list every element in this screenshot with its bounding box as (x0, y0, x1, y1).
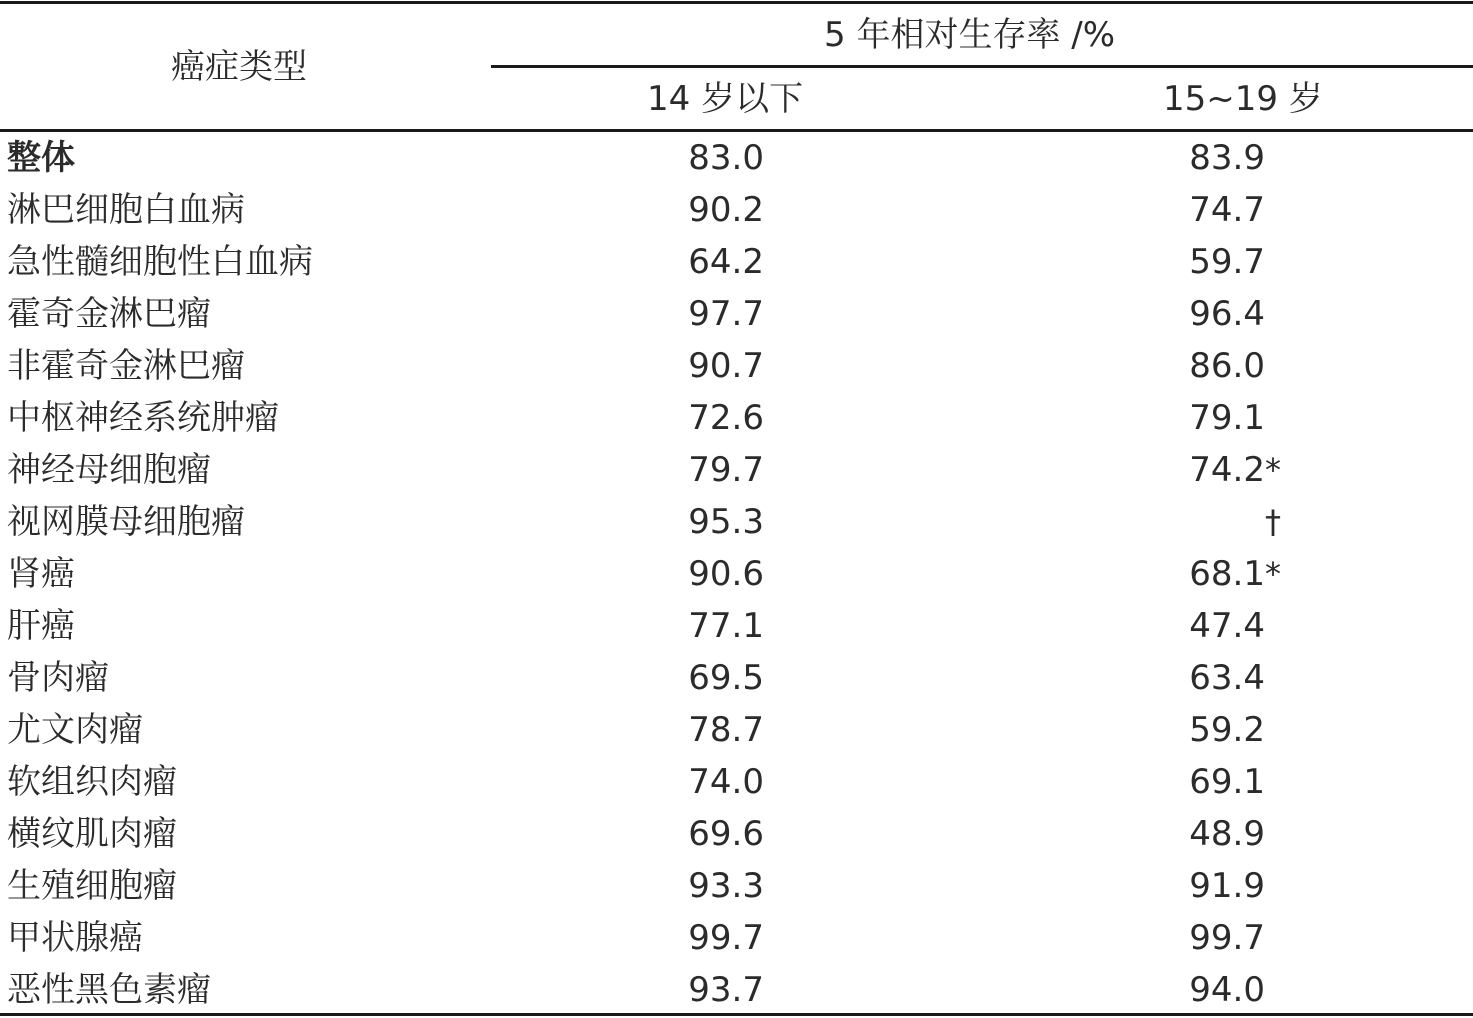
table-row (0, 184, 1473, 236)
age-15-19-value: 63.4 (1189, 658, 1265, 698)
under-14-value: 83.0 (688, 138, 764, 178)
table-row (0, 808, 1473, 860)
table-row (0, 548, 1473, 600)
cancer-type-cell: 横纹肌肉瘤 (7, 814, 177, 854)
cancer-type-cell: 霍奇金淋巴瘤 (7, 294, 211, 334)
under-14-value: 64.2 (688, 242, 764, 282)
under-14-value: 78.7 (688, 710, 764, 750)
table-bottom-rule (0, 1013, 1473, 1016)
table-row (0, 288, 1473, 340)
table-row (0, 600, 1473, 652)
under-14-value: 90.6 (688, 554, 764, 594)
footnote-mark: * (1265, 555, 1281, 593)
header-group-rule (491, 65, 1473, 68)
under-14-value: 72.6 (688, 398, 764, 438)
under-14-value: 95.3 (688, 502, 764, 542)
under-14-value: 77.1 (688, 606, 764, 646)
age-15-19-value: 96.4 (1189, 294, 1265, 334)
cancer-type-cell: 甲状腺癌 (7, 918, 143, 958)
under-14-value: 99.7 (688, 918, 764, 958)
age-15-19-value: 59.2 (1189, 710, 1265, 750)
under-14-value: 90.7 (688, 346, 764, 386)
age-15-19-value: 99.7 (1189, 918, 1265, 958)
table-row (0, 860, 1473, 912)
table-row (0, 912, 1473, 964)
table-row (0, 236, 1473, 288)
under-14-value: 79.7 (688, 450, 764, 490)
cancer-type-cell: 中枢神经系统肿瘤 (7, 398, 279, 438)
age-15-19-value: 94.0 (1189, 970, 1265, 1010)
under-14-value: 69.6 (688, 814, 764, 854)
under-14-value: 97.7 (688, 294, 764, 334)
age-15-19-value: 74.7 (1189, 190, 1265, 230)
table-row (0, 392, 1473, 444)
header-cancer-type: 癌症类型 (171, 47, 307, 87)
table-row (0, 652, 1473, 704)
age-15-19-value: 59.7 (1189, 242, 1265, 282)
under-14-value: 93.3 (688, 866, 764, 906)
cancer-type-cell: 神经母细胞瘤 (7, 450, 211, 490)
header-under-14: 14 岁以下 (647, 79, 804, 119)
footnote-mark: * (1265, 451, 1281, 489)
age-15-19-value: 91.9 (1189, 866, 1265, 906)
table-top-rule (0, 1, 1473, 4)
table-row (0, 444, 1473, 496)
table-row (0, 756, 1473, 808)
age-15-19-value: 83.9 (1189, 138, 1265, 178)
table-row (0, 704, 1473, 756)
under-14-value: 69.5 (688, 658, 764, 698)
cancer-type-cell: 软组织肉瘤 (7, 762, 177, 802)
cancer-type-cell: 生殖细胞瘤 (7, 866, 177, 906)
under-14-value: 90.2 (688, 190, 764, 230)
cancer-type-cell: 非霍奇金淋巴瘤 (7, 346, 245, 386)
age-15-19-value: 69.1 (1189, 762, 1265, 802)
cancer-type-cell: 肾癌 (7, 554, 75, 594)
age-15-19-value: 86.0 (1189, 346, 1265, 386)
under-14-value: 93.7 (688, 970, 764, 1010)
cancer-type-cell: 视网膜母细胞瘤 (7, 502, 245, 542)
table-row (0, 964, 1473, 1016)
age-15-19-value: 79.1 (1189, 398, 1265, 438)
cancer-type-cell: 骨肉瘤 (7, 658, 109, 698)
table-row (0, 340, 1473, 392)
cancer-type-cell: 急性髓细胞性白血病 (7, 242, 313, 282)
table-row (0, 132, 1473, 184)
age-15-19-value: 48.9 (1189, 814, 1265, 854)
cancer-type-cell: 尤文肉瘤 (7, 710, 143, 750)
age-15-19-value: 47.4 (1189, 606, 1265, 646)
under-14-value: 74.0 (688, 762, 764, 802)
cancer-type-cell: 肝癌 (7, 606, 75, 646)
cancer-type-cell: 淋巴细胞白血病 (7, 190, 245, 230)
table-row (0, 496, 1473, 548)
cancer-type-cell: 整体 (7, 138, 75, 178)
table-body (0, 132, 1473, 1016)
footnote-mark: † (1265, 503, 1281, 541)
header-15-19: 15~19 岁 (1163, 79, 1323, 119)
cancer-type-cell: 恶性黑色素瘤 (7, 970, 211, 1010)
header-survival-rate-group: 5 年相对生存率 /% (824, 15, 1116, 55)
age-15-19-value: 68.1 * (1189, 554, 1281, 594)
age-15-19-value: 74.2 * (1189, 450, 1281, 490)
